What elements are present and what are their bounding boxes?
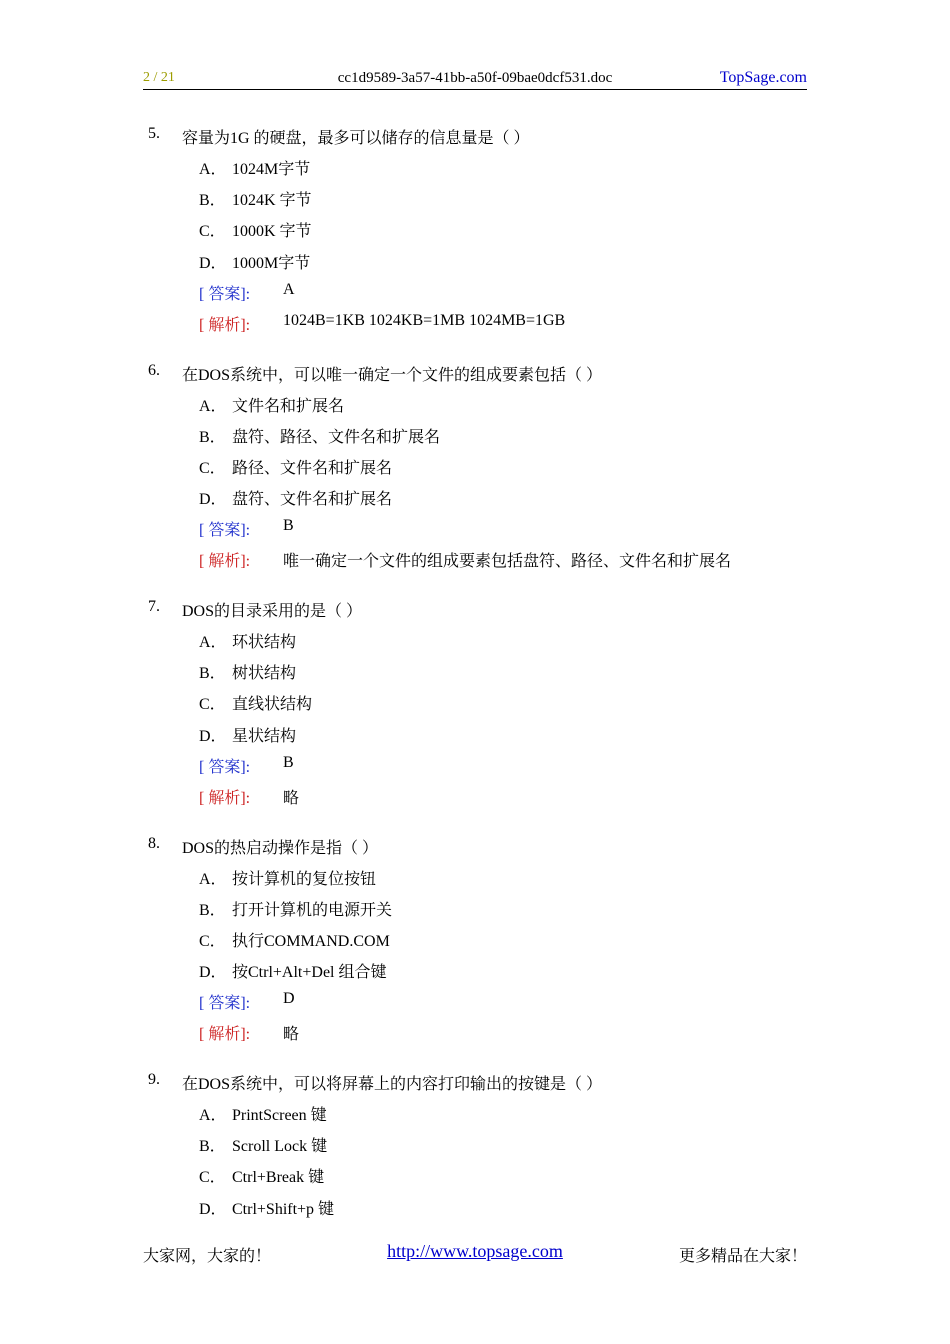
option-text: PrintScreen 键 [232, 1107, 327, 1124]
explanation-value: 略 [283, 790, 300, 807]
document-name: cc1d9589-3a57-41bb-a50f-09bae0dcf531.doc [337, 70, 613, 86]
answer-label: [ 答案]: [199, 759, 251, 776]
option-letter: D． [199, 1201, 227, 1218]
option-text: 盘符、文件名和扩展名 [232, 491, 393, 508]
question-text: DOS的目录采用的是（ ） [182, 603, 363, 620]
option-letter: B． [199, 192, 226, 209]
explanation-value: 唯一确定一个文件的组成要素包括盘符、路径、文件名和扩展名 [283, 553, 732, 570]
explanation-label: [ 解析]: [199, 317, 251, 334]
page-footer [143, 1243, 807, 1267]
question-number: 7. [148, 598, 160, 615]
footer-website-link[interactable]: http://www.topsage.com [387, 1241, 563, 1261]
option-text: 按Ctrl+Alt+Del 组合键 [232, 964, 387, 981]
option-text: 执行COMMAND.COM [232, 933, 390, 950]
option-text: 1000M字节 [232, 255, 311, 272]
option-letter: D． [199, 255, 227, 272]
page-header [143, 68, 807, 90]
answer-value: D [283, 990, 295, 1007]
option-text: 1000K 字节 [232, 223, 312, 240]
question-number: 6. [148, 362, 160, 379]
option-letter: A． [199, 871, 227, 888]
answer-value: B [283, 517, 294, 534]
option-text: 文件名和扩展名 [232, 398, 345, 415]
explanation-value: 1024B=1KB 1024KB=1MB 1024MB=1GB [283, 312, 566, 329]
answer-label: [ 答案]: [199, 522, 251, 539]
question-text: 在DOS系统中，可以将屏幕上的内容打印输出的按键是（ ） [182, 1076, 603, 1093]
option-letter: C． [199, 223, 226, 240]
option-letter: B． [199, 902, 226, 919]
option-text: 树状结构 [232, 665, 297, 682]
explanation-label: [ 解析]: [199, 1026, 251, 1043]
question-number: 9. [148, 1071, 160, 1088]
option-letter: A． [199, 634, 227, 651]
answer-value: A [283, 281, 295, 298]
option-text: 1024M字节 [232, 161, 311, 178]
option-text: 星状结构 [232, 728, 297, 745]
option-letter: C． [199, 696, 226, 713]
option-text: 按计算机的复位按钮 [232, 871, 377, 888]
option-text: 盘符、路径、文件名和扩展名 [232, 429, 441, 446]
explanation-label: [ 解析]: [199, 553, 251, 570]
option-letter: A． [199, 1107, 227, 1124]
footer-tagline: 更多精品在大家！ [678, 1248, 807, 1265]
option-letter: C． [199, 933, 226, 950]
option-text: Ctrl+Shift+p 键 [232, 1201, 335, 1218]
question-text: DOS的热启动操作是指（ ） [182, 840, 379, 857]
question-number: 5. [148, 125, 160, 142]
option-text: 环状结构 [232, 634, 297, 651]
option-letter: C． [199, 460, 226, 477]
option-text: 直线状结构 [232, 696, 313, 713]
option-text: 打开计算机的电源开关 [232, 902, 393, 919]
footer-slogan: 大家网，大家的！ [143, 1248, 272, 1265]
option-text: 1024K 字节 [232, 192, 312, 209]
answer-label: [ 答案]: [199, 286, 251, 303]
explanation-label: [ 解析]: [199, 790, 251, 807]
option-text: 路径、文件名和扩展名 [232, 460, 393, 477]
option-letter: A． [199, 161, 227, 178]
answer-value: B [283, 754, 294, 771]
option-letter: B． [199, 429, 226, 446]
explanation-value: 略 [283, 1026, 300, 1043]
option-letter: A． [199, 398, 227, 415]
page-number: 2 / 21 [143, 70, 175, 85]
option-letter: D． [199, 491, 227, 508]
option-letter: C． [199, 1169, 226, 1186]
answer-label: [ 答案]: [199, 995, 251, 1012]
site-name: TopSage.com [719, 69, 807, 86]
option-text: Ctrl+Break 键 [232, 1169, 325, 1186]
option-letter: B． [199, 1138, 226, 1155]
option-letter: D． [199, 964, 227, 981]
option-text: Scroll Lock 键 [232, 1138, 328, 1155]
question-text: 在DOS系统中，可以唯一确定一个文件的组成要素包括（ ） [182, 367, 603, 384]
question-number: 8. [148, 835, 160, 852]
option-letter: B． [199, 665, 226, 682]
question-text: 容量为1G 的硬盘，最多可以储存的信息量是（ ） [182, 130, 530, 147]
option-letter: D． [199, 728, 227, 745]
